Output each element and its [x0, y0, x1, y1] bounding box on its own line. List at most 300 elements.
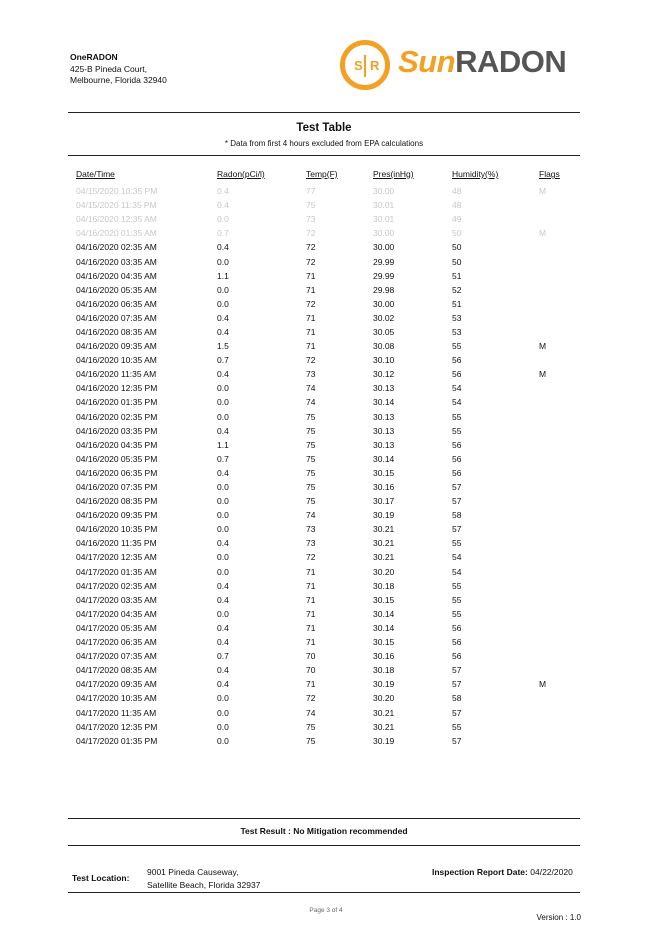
cell-radon: 0.4: [217, 679, 229, 690]
cell-pressure: 30.00: [373, 242, 395, 253]
logo-wordmark: [398, 44, 566, 80]
cell-temp: 75: [306, 735, 316, 746]
cell-pressure: 30.18: [373, 665, 395, 676]
cell-temp: 75: [306, 467, 316, 478]
cell-radon: 0.4: [217, 186, 229, 197]
title-divider: [68, 155, 580, 156]
cell-humidity: 57: [452, 482, 462, 493]
cell-pressure: 30.21: [373, 721, 395, 732]
cell-pressure: 30.05: [373, 326, 395, 337]
cell-radon: 1.1: [217, 439, 229, 450]
cell-humidity: 50: [452, 228, 462, 239]
table-row: [68, 705, 588, 719]
table-row: [68, 367, 588, 381]
logo-sun: Sun: [398, 44, 456, 79]
table-row: [68, 254, 588, 268]
table-row: [68, 635, 588, 649]
cell-datetime: 04/16/2020 03:35 AM: [76, 256, 157, 267]
cell-radon: 0.4: [217, 425, 229, 436]
location-line2: Satellite Beach, Florida 32937: [147, 879, 261, 890]
cell-datetime: 04/16/2020 06:35 PM: [76, 467, 158, 478]
cell-radon: 0.4: [217, 467, 229, 478]
cell-datetime: 04/16/2020 11:35 AM: [76, 369, 157, 380]
table-row: [68, 424, 588, 438]
cell-radon: 0.0: [217, 397, 229, 408]
test-location-address: [147, 866, 260, 891]
cell-datetime: 04/16/2020 08:35 PM: [76, 496, 158, 507]
cell-temp: 72: [306, 242, 316, 253]
cell-datetime: 04/16/2020 07:35 PM: [76, 482, 158, 493]
cell-radon: 0.4: [217, 242, 229, 253]
cell-flags: [539, 198, 588, 212]
company-address-line1: 425-B Pineda Court,: [70, 63, 148, 74]
inspection-report-date: [432, 867, 573, 877]
cell-pressure: 29.98: [373, 284, 395, 295]
cell-radon: 0.0: [217, 566, 229, 577]
cell-radon: 0.4: [217, 326, 229, 337]
cell-radon: 1.1: [217, 270, 229, 281]
cell-pressure: 30.15: [373, 637, 395, 648]
cell-pressure: 30.16: [373, 651, 395, 662]
cell-temp: 74: [306, 397, 316, 408]
sunradon-logo: [340, 40, 580, 90]
table-row: [68, 480, 588, 494]
cell-datetime: 04/17/2020 10:35 AM: [76, 693, 157, 704]
cell-pressure: 30.19: [373, 735, 395, 746]
cell-humidity: 54: [452, 552, 462, 563]
cell-flags: [539, 720, 588, 734]
cell-pressure: 30.13: [373, 411, 395, 422]
cell-radon: 0.4: [217, 637, 229, 648]
cell-radon: 0.4: [217, 538, 229, 549]
cell-pressure: 30.13: [373, 425, 395, 436]
cell-radon: 0.0: [217, 496, 229, 507]
cell-pressure: 30.14: [373, 397, 395, 408]
cell-pressure: 30.02: [373, 312, 395, 323]
cell-flags: [539, 621, 588, 635]
cell-humidity: 57: [452, 496, 462, 507]
cell-humidity: 56: [452, 453, 462, 464]
cell-pressure: 30.21: [373, 538, 395, 549]
header-divider: [68, 112, 580, 113]
cell-pressure: 30.12: [373, 369, 395, 380]
cell-datetime: 04/17/2020 07:35 AM: [76, 651, 157, 662]
cell-radon: 0.0: [217, 411, 229, 422]
cell-datetime: 04/17/2020 01:35 PM: [76, 735, 158, 746]
cell-humidity: 55: [452, 425, 462, 436]
cell-datetime: 04/16/2020 07:35 AM: [76, 312, 157, 323]
cell-temp: 75: [306, 721, 316, 732]
cell-temp: 71: [306, 594, 316, 605]
cell-datetime: 04/17/2020 01:35 AM: [76, 566, 157, 577]
cell-temp: 77: [306, 186, 316, 197]
cell-radon: 1.5: [217, 341, 229, 352]
cell-radon: 0.0: [217, 284, 229, 295]
cell-flags: [539, 649, 588, 663]
cell-temp: 72: [306, 298, 316, 309]
cell-datetime: 04/17/2020 03:35 AM: [76, 594, 157, 605]
cell-flags: M: [539, 341, 547, 352]
table-row: [68, 452, 588, 466]
cell-flags: [539, 691, 588, 705]
cell-datetime: 04/17/2020 02:35 AM: [76, 580, 157, 591]
cell-datetime: 04/16/2020 05:35 AM: [76, 284, 157, 295]
cell-radon: 0.0: [217, 482, 229, 493]
cell-humidity: 57: [452, 665, 462, 676]
cell-datetime: 04/16/2020 04:35 AM: [76, 270, 157, 281]
cell-radon: 0.0: [217, 693, 229, 704]
cell-humidity: 55: [452, 721, 462, 732]
cell-pressure: 30.13: [373, 383, 395, 394]
cell-radon: 0.0: [217, 707, 229, 718]
cell-datetime: 04/16/2020 01:35 PM: [76, 397, 158, 408]
cell-datetime: 04/17/2020 04:35 AM: [76, 608, 157, 619]
cell-radon: 0.0: [217, 214, 229, 225]
cell-datetime: 04/17/2020 08:35 AM: [76, 665, 157, 676]
cell-datetime: 04/16/2020 10:35 PM: [76, 524, 158, 535]
table-row: [68, 720, 588, 734]
cell-datetime: 04/17/2020 05:35 AM: [76, 622, 157, 633]
cell-pressure: 30.20: [373, 566, 395, 577]
cell-datetime: 04/16/2020 12:35 AM: [76, 214, 157, 225]
test-location-label: Test Location:: [72, 873, 130, 883]
cell-flags: [539, 705, 588, 719]
table-row: [68, 381, 588, 395]
cell-flags: [539, 240, 588, 254]
cell-temp: 72: [306, 355, 316, 366]
logo-divider: [364, 55, 366, 77]
cell-flags: [539, 466, 588, 480]
cell-radon: 0.4: [217, 665, 229, 676]
cell-flags: [539, 311, 588, 325]
cell-temp: 72: [306, 552, 316, 563]
cell-temp: 75: [306, 411, 316, 422]
cell-pressure: 30.01: [373, 214, 395, 225]
cell-pressure: 30.20: [373, 693, 395, 704]
cell-radon: 0.0: [217, 383, 229, 394]
cell-pressure: 30.17: [373, 496, 395, 507]
table-row: [68, 438, 588, 452]
col-header-temp: Temp(F): [306, 169, 338, 179]
cell-humidity: 54: [452, 566, 462, 577]
cell-radon: 0.0: [217, 256, 229, 267]
result-divider-top: [68, 818, 580, 819]
cell-radon: 0.0: [217, 524, 229, 535]
col-header-humidity: Humidity(%): [452, 169, 499, 179]
cell-datetime: 04/16/2020 09:35 AM: [76, 341, 157, 352]
cell-humidity: 57: [452, 735, 462, 746]
cell-flags: [539, 353, 588, 367]
cell-datetime: 04/16/2020 03:35 PM: [76, 425, 158, 436]
cell-radon: 0.7: [217, 453, 229, 464]
cell-temp: 75: [306, 482, 316, 493]
cell-radon: 0.7: [217, 355, 229, 366]
cell-temp: 71: [306, 312, 316, 323]
cell-datetime: 04/17/2020 09:35 AM: [76, 679, 157, 690]
table-row: [68, 691, 588, 705]
cell-flags: [539, 522, 588, 536]
cell-radon: 0.0: [217, 298, 229, 309]
cell-datetime: 04/16/2020 09:35 PM: [76, 510, 158, 521]
cell-humidity: 56: [452, 369, 462, 380]
cell-humidity: 53: [452, 326, 462, 337]
cell-flags: [539, 325, 588, 339]
cell-temp: 73: [306, 524, 316, 535]
cell-humidity: 56: [452, 622, 462, 633]
cell-humidity: 57: [452, 524, 462, 535]
cell-datetime: 04/16/2020 12:35 PM: [76, 383, 158, 394]
cell-datetime: 04/17/2020 11:35 AM: [76, 707, 157, 718]
cell-radon: 0.0: [217, 552, 229, 563]
cell-humidity: 53: [452, 312, 462, 323]
table-row: [68, 353, 588, 367]
cell-pressure: 30.18: [373, 580, 395, 591]
company-address-line2: Melbourne, Florida 32940: [70, 75, 167, 85]
table-row: [68, 677, 588, 691]
cell-pressure: 30.21: [373, 707, 395, 718]
cell-flags: [539, 297, 588, 311]
table-row: [68, 240, 588, 254]
cell-temp: 73: [306, 538, 316, 549]
cell-pressure: 30.19: [373, 679, 395, 690]
cell-temp: 75: [306, 200, 316, 211]
cell-temp: 71: [306, 679, 316, 690]
cell-flags: M: [539, 369, 547, 380]
col-header-pressure: Pres(inHg): [373, 169, 414, 179]
cell-pressure: 30.14: [373, 622, 395, 633]
table-row: [68, 466, 588, 480]
cell-flags: [539, 254, 588, 268]
cell-flags: [539, 536, 588, 550]
cell-temp: 74: [306, 707, 316, 718]
cell-temp: 73: [306, 369, 316, 380]
cell-humidity: 54: [452, 397, 462, 408]
table-row: [68, 734, 588, 748]
cell-flags: [539, 452, 588, 466]
test-result: Test Result : No Mitigation recommended: [240, 826, 408, 836]
cell-temp: 75: [306, 425, 316, 436]
table-header-row: [68, 164, 588, 184]
cell-humidity: 58: [452, 693, 462, 704]
cell-temp: 75: [306, 496, 316, 507]
cell-datetime: 04/15/2020 10:35 PM: [76, 186, 158, 197]
cell-flags: M: [539, 186, 547, 197]
company-info: [70, 52, 167, 87]
cell-humidity: 56: [452, 651, 462, 662]
cell-datetime: 04/16/2020 11:35 PM: [76, 538, 157, 549]
cell-datetime: 04/16/2020 06:35 AM: [76, 298, 157, 309]
cell-humidity: 55: [452, 608, 462, 619]
table-row: [68, 226, 588, 240]
cell-flags: [539, 607, 588, 621]
cell-radon: 0.7: [217, 651, 229, 662]
cell-radon: 0.0: [217, 735, 229, 746]
cell-pressure: 30.21: [373, 524, 395, 535]
cell-humidity: 55: [452, 341, 462, 352]
cell-temp: 71: [306, 270, 316, 281]
table-row: [68, 184, 588, 198]
cell-temp: 70: [306, 651, 316, 662]
cell-humidity: 51: [452, 270, 462, 281]
inspection-date: 04/22/2020: [530, 867, 573, 877]
cell-datetime: 04/16/2020 04:35 PM: [76, 439, 158, 450]
cell-radon: 0.0: [217, 721, 229, 732]
table-row: [68, 283, 588, 297]
cell-radon: 0.0: [217, 608, 229, 619]
cell-flags: [539, 508, 588, 522]
cell-datetime: 04/17/2020 12:35 PM: [76, 721, 158, 732]
page-number: Page 3 of 4: [309, 907, 343, 914]
col-header-datetime: Date/Time: [76, 169, 115, 179]
cell-flags: [539, 424, 588, 438]
cell-pressure: 30.16: [373, 482, 395, 493]
cell-humidity: 48: [452, 186, 462, 197]
table-row: [68, 212, 588, 226]
table-row: [68, 579, 588, 593]
logo-r: R: [370, 58, 380, 73]
table-row: [68, 269, 588, 283]
cell-humidity: 49: [452, 214, 462, 225]
cell-flags: [539, 212, 588, 226]
cell-datetime: 04/16/2020 10:35 AM: [76, 355, 157, 366]
cell-flags: [539, 635, 588, 649]
cell-temp: 72: [306, 256, 316, 267]
footer-divider: [68, 892, 580, 893]
table-row: [68, 508, 588, 522]
cell-pressure: 30.01: [373, 200, 395, 211]
table-row: [68, 198, 588, 212]
table-title: Test Table: [296, 122, 352, 134]
cell-humidity: 50: [452, 242, 462, 253]
cell-temp: 72: [306, 693, 316, 704]
cell-humidity: 50: [452, 256, 462, 267]
cell-temp: 73: [306, 214, 316, 225]
cell-radon: 0.4: [217, 369, 229, 380]
cell-flags: [539, 550, 588, 564]
cell-temp: 74: [306, 383, 316, 394]
table-row: [68, 550, 588, 564]
cell-flags: M: [539, 679, 547, 690]
cell-temp: 71: [306, 637, 316, 648]
cell-humidity: 55: [452, 411, 462, 422]
version-label: Version : 1.0: [536, 913, 581, 922]
cell-radon: 0.4: [217, 312, 229, 323]
table-row: [68, 663, 588, 677]
inspection-label: Inspection Report Date:: [432, 867, 528, 877]
cell-flags: [539, 438, 588, 452]
cell-temp: 75: [306, 439, 316, 450]
cell-flags: [539, 381, 588, 395]
cell-pressure: 30.00: [373, 186, 395, 197]
cell-temp: 75: [306, 453, 316, 464]
cell-flags: [539, 579, 588, 593]
cell-pressure: 30.00: [373, 298, 395, 309]
table-row: [68, 311, 588, 325]
cell-pressure: 30.19: [373, 510, 395, 521]
cell-flags: [539, 283, 588, 297]
table-row: [68, 410, 588, 424]
cell-humidity: 58: [452, 510, 462, 521]
cell-datetime: 04/16/2020 02:35 AM: [76, 242, 157, 253]
cell-humidity: 56: [452, 439, 462, 450]
cell-datetime: 04/16/2020 02:35 PM: [76, 411, 158, 422]
cell-pressure: 30.14: [373, 608, 395, 619]
location-line1: 9001 Pineda Causeway,: [147, 867, 239, 877]
company-name: OneRADON: [70, 52, 118, 62]
table-row: [68, 395, 588, 409]
table-row: [68, 325, 588, 339]
cell-pressure: 30.15: [373, 594, 395, 605]
cell-flags: [539, 593, 588, 607]
cell-humidity: 57: [452, 679, 462, 690]
cell-temp: 72: [306, 228, 316, 239]
cell-humidity: 56: [452, 355, 462, 366]
table-row: [68, 621, 588, 635]
cell-humidity: 48: [452, 200, 462, 211]
cell-temp: 71: [306, 284, 316, 295]
cell-radon: 0.7: [217, 228, 229, 239]
table-row: [68, 522, 588, 536]
table-subtitle: * Data from first 4 hours excluded from EPA calculations: [224, 139, 424, 148]
cell-flags: [539, 494, 588, 508]
cell-flags: [539, 395, 588, 409]
cell-temp: 74: [306, 510, 316, 521]
table-row: [68, 297, 588, 311]
cell-temp: 71: [306, 580, 316, 591]
cell-humidity: 56: [452, 467, 462, 478]
cell-temp: 71: [306, 622, 316, 633]
cell-datetime: 04/16/2020 01:35 AM: [76, 228, 157, 239]
cell-humidity: 52: [452, 284, 462, 295]
logo-radon: RADON: [455, 44, 567, 79]
logo-s: S: [354, 58, 363, 73]
cell-radon: 0.4: [217, 622, 229, 633]
cell-humidity: 55: [452, 538, 462, 549]
cell-radon: 0.4: [217, 200, 229, 211]
cell-flags: [539, 410, 588, 424]
table-row: [68, 649, 588, 663]
cell-pressure: 30.15: [373, 467, 395, 478]
table-row: [68, 607, 588, 621]
cell-datetime: 04/15/2020 11:35 PM: [76, 200, 157, 211]
test-table: [68, 164, 588, 748]
cell-temp: 71: [306, 326, 316, 337]
cell-humidity: 55: [452, 580, 462, 591]
table-row: [68, 536, 588, 550]
cell-flags: M: [539, 228, 547, 239]
table-row: [68, 494, 588, 508]
cell-radon: 0.4: [217, 594, 229, 605]
cell-pressure: 30.14: [373, 453, 395, 464]
cell-humidity: 51: [452, 298, 462, 309]
result-divider-bottom: [68, 845, 580, 846]
cell-flags: [539, 565, 588, 579]
logo-circle-icon: [340, 40, 390, 90]
cell-pressure: 30.00: [373, 228, 395, 239]
cell-flags: [539, 480, 588, 494]
cell-humidity: 57: [452, 707, 462, 718]
table-row: [68, 593, 588, 607]
cell-pressure: 29.99: [373, 256, 395, 267]
col-header-radon: Radon(pCi/l): [217, 169, 265, 179]
table-row: [68, 565, 588, 579]
cell-pressure: 30.10: [373, 355, 395, 366]
cell-temp: 71: [306, 608, 316, 619]
cell-datetime: 04/17/2020 06:35 AM: [76, 637, 157, 648]
cell-temp: 70: [306, 665, 316, 676]
table-row: [68, 339, 588, 353]
cell-radon: 0.4: [217, 580, 229, 591]
